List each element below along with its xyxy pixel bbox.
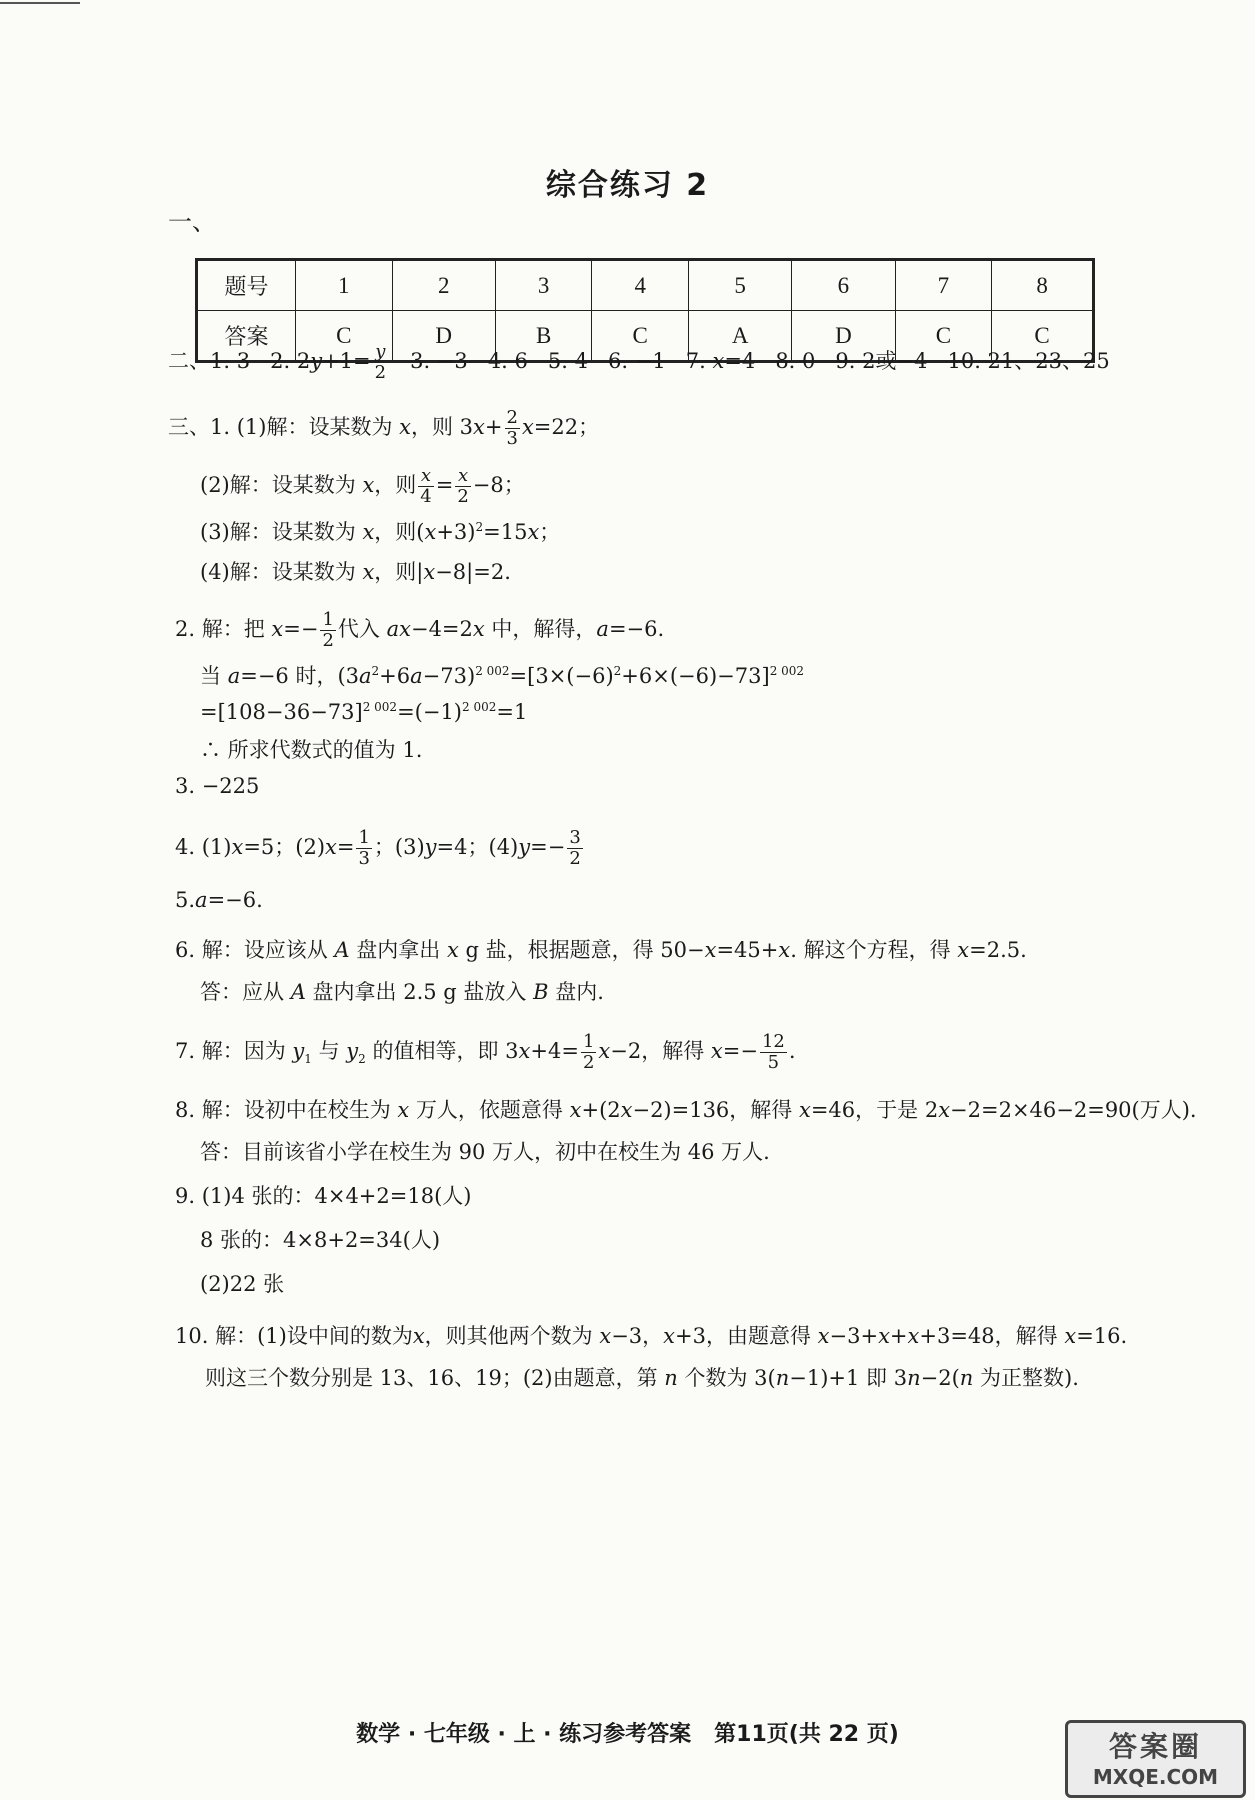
q2-text: =−6 时，(3 [240, 664, 359, 688]
q2-text: =−6. [608, 616, 665, 641]
exponent: 2 002 [769, 664, 805, 678]
q2-text: =[108−36−73] [200, 700, 363, 724]
exponent: 2 002 [462, 700, 497, 714]
var-a: a [410, 664, 423, 688]
q6-text: 盘内拿出 [356, 938, 441, 962]
q10-line2 [205, 1366, 1079, 1391]
q7-text: −2，解得 [610, 1038, 705, 1063]
fraction-denominator: 2 [569, 847, 581, 869]
number-cell: 8 [992, 260, 1094, 311]
q2-text: =(−1) [397, 700, 463, 724]
var-y: y [292, 1038, 305, 1063]
var-x: x [473, 414, 485, 439]
var-x: x [362, 472, 375, 497]
page-title: 综合练习 2 [545, 168, 710, 203]
var-x: x [518, 1038, 531, 1063]
section-two-line [168, 342, 1110, 383]
q8-text: 8. 解：设初中在校生为 [175, 1098, 391, 1122]
section-one-marker: 一、 [168, 208, 216, 236]
q1-4-text: (4)解：设某数为 [200, 560, 356, 584]
q10-text: +3，由题意得 [675, 1324, 811, 1348]
var-x: x [712, 348, 725, 373]
fraction-denominator: 2 [322, 629, 334, 651]
q4-text: =4；(4) [436, 834, 519, 859]
q4-answer [175, 828, 585, 869]
var-A: A [290, 980, 306, 1004]
var-x: x [362, 520, 375, 544]
q10-text: 10. 解：(1)设中间的数为 [175, 1324, 413, 1348]
var-x: x [457, 465, 469, 486]
fill-answer-1: 1. 3 [210, 348, 251, 373]
subscript: 2 [358, 1051, 366, 1066]
q2-line3 [200, 700, 527, 725]
q4-text: ；(3) [373, 834, 425, 859]
q10-text: −1)+1 即 3 [789, 1366, 908, 1390]
var-x: x [1064, 1324, 1077, 1348]
q1-part4 [200, 560, 511, 585]
q7-text: 7. 解：因为 [175, 1038, 286, 1063]
var-x: x [907, 1324, 920, 1348]
var-x: x [446, 938, 459, 962]
number-cell: 6 [792, 260, 895, 311]
exponent: 2 [475, 520, 484, 534]
fraction-denominator: 5 [767, 1051, 780, 1073]
var-x: x [938, 1098, 951, 1122]
var-x: x [569, 1098, 582, 1122]
number-cell: 5 [688, 260, 791, 311]
answer-cell: C [992, 311, 1094, 362]
q2-text: 当 [200, 664, 221, 688]
var-a: a [227, 664, 241, 688]
var-a: a [359, 664, 372, 688]
q10-text: ，则其他两个数为 [424, 1324, 593, 1348]
q4-text: =− [530, 834, 566, 859]
q10-text: 则这三个数分别是 13、16、19；(2)由题意，第 [205, 1366, 658, 1390]
number-cell: 2 [392, 260, 495, 311]
q9-line2: 8 张的：4×8+2=34(人) [200, 1228, 441, 1252]
fill-answer-2-eq: +1= [322, 348, 371, 373]
q1-3-text: +3) [436, 520, 476, 544]
q3-answer: 3. −225 [175, 774, 260, 798]
fill-answer-4: 4. 6 [487, 348, 528, 373]
fraction-numerator: 1 [322, 609, 334, 630]
number-cell: 1 [296, 260, 393, 311]
q1-4-text: ，则| [374, 560, 424, 584]
fraction [760, 1032, 787, 1073]
q7-text: +4= [530, 1038, 579, 1063]
footer-page-number: 第11页(共 22 页) [714, 1722, 899, 1747]
q4-text: 4. (1) [175, 834, 232, 859]
fraction [373, 342, 388, 383]
fraction-numerator: 2 [506, 407, 518, 428]
var-n: n [907, 1366, 921, 1390]
fill-answer-7-value: =4 [724, 348, 756, 373]
var-y: y [310, 348, 323, 373]
fraction-denominator: 3 [506, 427, 518, 449]
fraction-denominator: 4 [420, 485, 432, 507]
q7-text: =− [722, 1038, 758, 1063]
q7-text: 的值相等，即 3 [372, 1038, 519, 1063]
q1-3-text: =15 [483, 520, 528, 544]
var-x: x [778, 938, 791, 962]
q1-2-text: (2)解：设某数为 [200, 472, 356, 497]
q1-1-text: + [484, 414, 503, 439]
answer-cell: D [392, 311, 495, 362]
q2-line2 [200, 664, 804, 689]
q8-text: −2=2×46−2=90(万人). [950, 1098, 1197, 1122]
subscript: 1 [304, 1051, 312, 1066]
answer-cell: C [895, 311, 992, 362]
var-x: x [423, 560, 436, 584]
q1-3-text: ； [539, 520, 561, 544]
number-cell: 7 [895, 260, 992, 311]
q10-text: + [889, 1324, 908, 1348]
fraction [356, 828, 371, 869]
q1-part2 [200, 466, 525, 507]
var-x: x [599, 1324, 612, 1348]
q6-text: 盘内拿出 2.5 g 盐放入 [312, 980, 527, 1004]
fraction-numerator: 3 [569, 827, 581, 848]
fraction-denominator: 2 [582, 1051, 595, 1073]
fraction [581, 1032, 596, 1073]
fraction-numerator: 12 [761, 1031, 785, 1052]
var-n: n [775, 1366, 790, 1390]
fraction [455, 466, 470, 507]
exponent: 2 002 [362, 700, 398, 714]
q1-3-text: ，则( [374, 520, 425, 544]
fraction [567, 828, 582, 869]
q2-line1 [175, 610, 664, 651]
q4-text: =5；(2) [243, 834, 326, 859]
q7-text: 与 [318, 1038, 340, 1063]
var-x: x [598, 1038, 611, 1063]
q6-line2 [200, 980, 604, 1005]
number-cell: 4 [592, 260, 689, 311]
fraction [320, 610, 335, 651]
answer-cell: C [592, 311, 689, 362]
q10-text: +3=48，解得 [919, 1324, 1058, 1348]
var-x: x [231, 834, 244, 859]
var-a: a [596, 616, 609, 641]
var-x: x [527, 520, 540, 544]
var-a: a [195, 888, 208, 912]
q2-text: −73) [422, 664, 476, 688]
q1-2-text: ，则 [374, 472, 417, 497]
q8-line2: 答：目前该省小学在校生为 90 万人，初中在校生为 46 万人. [200, 1140, 770, 1164]
var-x: x [397, 1098, 410, 1122]
fill-answer-6: 6. −1 [608, 348, 666, 373]
fraction-denominator: 2 [457, 485, 469, 507]
var-x: x [472, 616, 485, 641]
fill-answer-9: 9. 2或−4 [835, 348, 928, 373]
q7-text: . [788, 1038, 796, 1063]
q1-1-text: 1. (1)解：设某数为 [210, 414, 393, 439]
var-x: x [704, 938, 717, 962]
q2-text: =[3×(−6) [509, 664, 614, 688]
fraction-numerator: 1 [358, 827, 370, 848]
var-y: y [346, 1038, 359, 1063]
q8-text: −2)=136，解得 [632, 1098, 793, 1122]
var-y: y [375, 341, 386, 362]
fill-answer-10: 10. 21、23、25 [947, 348, 1110, 373]
fraction-numerator: 1 [582, 1031, 595, 1052]
q6-text: g 盐，根据题意，得 50− [465, 938, 705, 962]
q2-text: =− [283, 616, 319, 641]
q10-line1 [175, 1324, 1127, 1349]
q1-part1 [168, 408, 599, 449]
var-x: x [420, 465, 432, 486]
q2-text: +6×(−6)−73] [621, 664, 770, 688]
q4-text: = [336, 834, 355, 859]
answer-cell: C [296, 311, 393, 362]
answer-cell: D [792, 311, 895, 362]
fill-answer-7: 7. [685, 348, 706, 373]
q2-text: 2. 解：把 [175, 616, 265, 641]
q2-text: 代入 [337, 616, 380, 641]
section-two-marker: 二、 [168, 348, 210, 373]
var-n: n [959, 1366, 974, 1390]
answer-cell: A [688, 311, 791, 362]
q1-1-text: =22； [533, 414, 600, 439]
q2-text: =1 [496, 700, 528, 724]
fill-answer-5: 5. 4 [547, 348, 588, 373]
q6-text: =2.5. [969, 938, 1027, 962]
section-three-marker: 三、 [168, 414, 210, 439]
q10-text: −3， [611, 1324, 664, 1348]
q1-1-text: ，则 3 [411, 414, 474, 439]
var-x: x [424, 520, 437, 544]
q10-text: −3+ [829, 1324, 879, 1348]
var-x: x [957, 938, 970, 962]
q8-text: +(2 [581, 1098, 621, 1122]
q1-2-text: = [435, 472, 454, 497]
var-x: x [663, 1324, 676, 1348]
q8-text: 万人，依题意得 [415, 1098, 563, 1122]
fill-answer-8: 8. 0 [775, 348, 816, 373]
exponent: 2 002 [475, 664, 510, 678]
q6-text: . 解这个方程，得 [790, 938, 951, 962]
fraction [418, 466, 433, 507]
var-x: x [271, 616, 284, 641]
q9-line1: 9. (1)4 张的：4×4+2=18(人) [175, 1184, 472, 1208]
q2-text: +6 [379, 664, 411, 688]
var-y: y [424, 834, 437, 859]
q5-text: =−6. [207, 888, 263, 912]
q6-text: 盘内. [555, 980, 604, 1004]
fill-answer-3: 3. −3 [410, 348, 468, 373]
table-row-numbers [197, 260, 1094, 311]
footer-subject: 数学 · 七年级 · 上 · 练习参考答案 [356, 1722, 692, 1747]
q1-part3 [200, 520, 560, 545]
watermark-logo [1065, 1720, 1246, 1798]
q2-text: −4=2 [410, 616, 473, 641]
var-a: a [386, 616, 400, 641]
var-A: A [334, 938, 350, 962]
header-label-cell: 题号 [197, 260, 296, 311]
q9-line3: (2)22 张 [200, 1272, 285, 1296]
number-cell: 3 [495, 260, 592, 311]
q1-3-text: (3)解：设某数为 [200, 520, 356, 544]
var-x: x [521, 414, 534, 439]
q6-text: =45+ [716, 938, 779, 962]
watermark-logo-cn: 答案圈 [1108, 1730, 1202, 1763]
exponent: 2 [613, 664, 622, 678]
var-n: n [664, 1366, 678, 1390]
q10-text: 为正整数). [980, 1366, 1079, 1390]
q1-2-text: −8； [472, 472, 525, 497]
q10-text: =16. [1076, 1324, 1128, 1348]
scan-edge-mark [0, 2, 80, 4]
q1-4-text: −8|=2. [435, 560, 511, 584]
var-x: x [362, 560, 375, 584]
q8-text: =46，于是 2 [810, 1098, 939, 1122]
q6-text: 6. 解：设应该从 [175, 938, 328, 962]
exponent: 2 [371, 664, 380, 678]
var-x: x [878, 1324, 890, 1348]
var-x: x [817, 1324, 830, 1348]
var-y: y [518, 834, 531, 859]
q7-answer [175, 1032, 796, 1073]
fill-answer-2: 2. 2 [270, 348, 311, 373]
var-x: x [710, 1038, 723, 1063]
answer-cell: B [495, 311, 592, 362]
var-x: x [399, 616, 411, 641]
fraction [505, 408, 520, 449]
var-x: x [399, 414, 411, 439]
fraction-denominator: 3 [358, 847, 370, 869]
var-x: x [620, 1098, 633, 1122]
q8-line1 [175, 1098, 1197, 1123]
var-x: x [412, 1324, 425, 1348]
q10-text: −2( [920, 1366, 960, 1390]
q5-answer [175, 888, 263, 913]
fraction-denominator: 2 [374, 361, 387, 383]
q10-text: 个数为 3( [684, 1366, 776, 1390]
var-x: x [325, 834, 337, 859]
var-x: x [798, 1098, 811, 1122]
q6-text: 答：应从 [200, 980, 284, 1004]
q2-line4: ∴ 所求代数式的值为 1. [200, 738, 423, 762]
q5-text: 5. [175, 888, 196, 912]
answer-label-cell: 答案 [197, 311, 296, 362]
q6-line1 [175, 938, 1027, 963]
var-B: B [533, 980, 549, 1004]
q2-text: 中，解得， [491, 616, 597, 641]
watermark-logo-en: MXQE.COM [1092, 1765, 1219, 1789]
